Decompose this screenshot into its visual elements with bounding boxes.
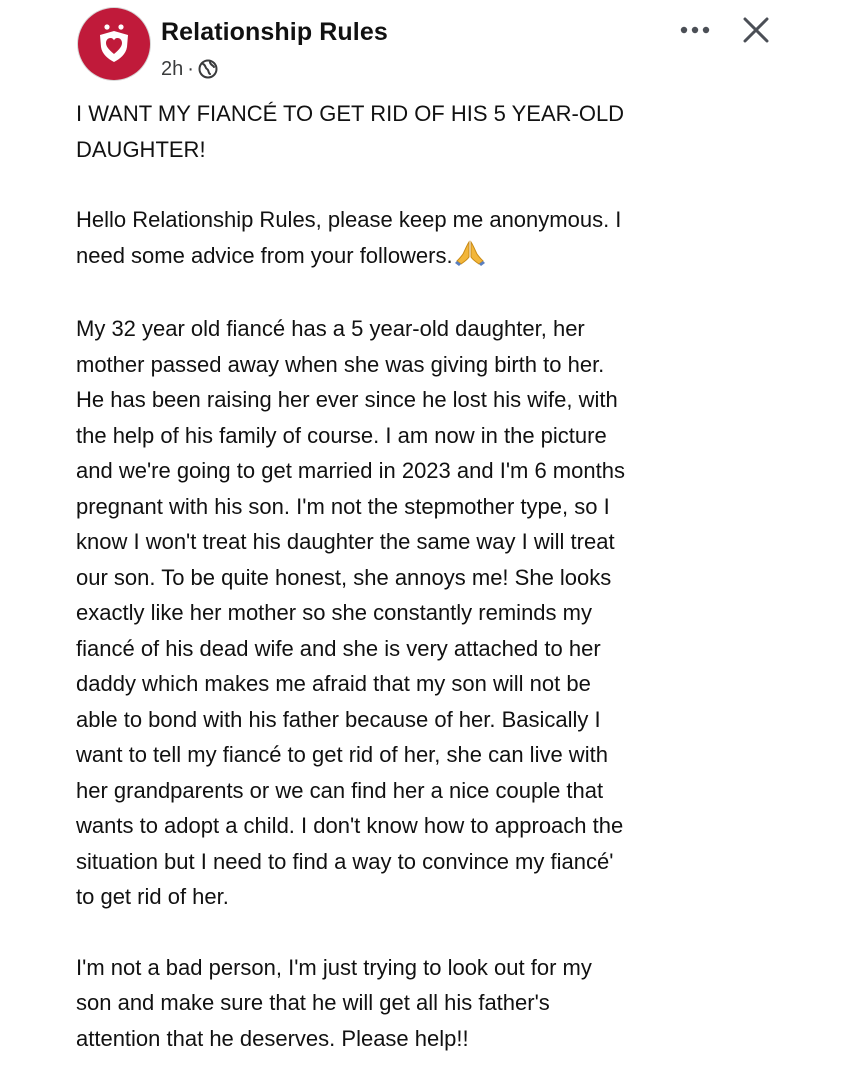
story-line: mother passed away when she was giving birth to her. <box>76 351 605 377</box>
story-line: fiancé of his dead wife and she is very attached to her <box>76 635 601 661</box>
page-avatar[interactable] <box>78 8 150 80</box>
more-options-button[interactable] <box>675 16 715 44</box>
post-title-line: DAUGHTER! <box>76 136 206 162</box>
story-line: know I won't treat his daughter the same way I will treat <box>76 529 615 554</box>
story-line: exactly like her mother so she constantly reminds my <box>76 600 592 625</box>
story-line: want to tell my fiancé to get rid of her, she can live with <box>76 742 608 767</box>
story-line: the help of his family of course. I am now in the picture <box>76 422 607 448</box>
story-line: and we're going to get married in 2023 and I'm 6 months <box>76 458 625 483</box>
heart-shield-logo <box>92 22 136 66</box>
story-line: daddy which makes me afraid that my son will not be <box>76 671 591 696</box>
folded-hands-icon <box>455 240 485 277</box>
intro-line: need some advice from your followers. <box>76 242 453 268</box>
story-line: our son. To be quite honest, she annoys me! She looks <box>76 564 612 590</box>
story-line: able to bond with his father because of her. Basically I <box>76 706 601 732</box>
post-meta <box>161 56 218 82</box>
story-line: He has been raising her ever since he lost his wife, with <box>76 387 618 412</box>
intro-line-with-emoji <box>76 238 796 277</box>
story-line: her grandparents or we can find her a nice couple that <box>76 777 604 803</box>
story-line: My 32 year old fiancé has a 5 year-old daughter, her <box>76 316 585 341</box>
post-header <box>78 4 840 90</box>
post-body <box>76 96 796 1056</box>
globe-icon <box>198 59 218 79</box>
close-button[interactable] <box>736 10 776 50</box>
closing-line: I'm not a bad person, I'm just trying to look out for my <box>76 954 592 980</box>
post-title-line: I WANT MY FIANCÉ TO GET RID OF HIS 5 YEAR-OLD <box>76 101 625 126</box>
post-timestamp[interactable]: 2h <box>161 57 184 80</box>
more-options-icon <box>679 25 711 35</box>
closing-line: son and make sure that he will get all his father's <box>76 990 550 1015</box>
story-line: wants to adopt a child. I don't know how to approach the <box>76 813 624 838</box>
close-icon <box>742 16 770 44</box>
meta-separator: · <box>187 57 194 80</box>
closing-line: attention that he deserves. Please help!! <box>76 1025 469 1051</box>
intro-line: Hello Relationship Rules, please keep me anonymous. I <box>76 207 622 232</box>
story-line: situation but I need to find a way to convince my fiancé' <box>76 848 614 874</box>
story-line: pregnant with his son. I'm not the stepmother type, so I <box>76 493 610 519</box>
story-line: to get rid of her. <box>76 884 229 909</box>
page-name[interactable]: Relationship Rules <box>161 18 388 46</box>
